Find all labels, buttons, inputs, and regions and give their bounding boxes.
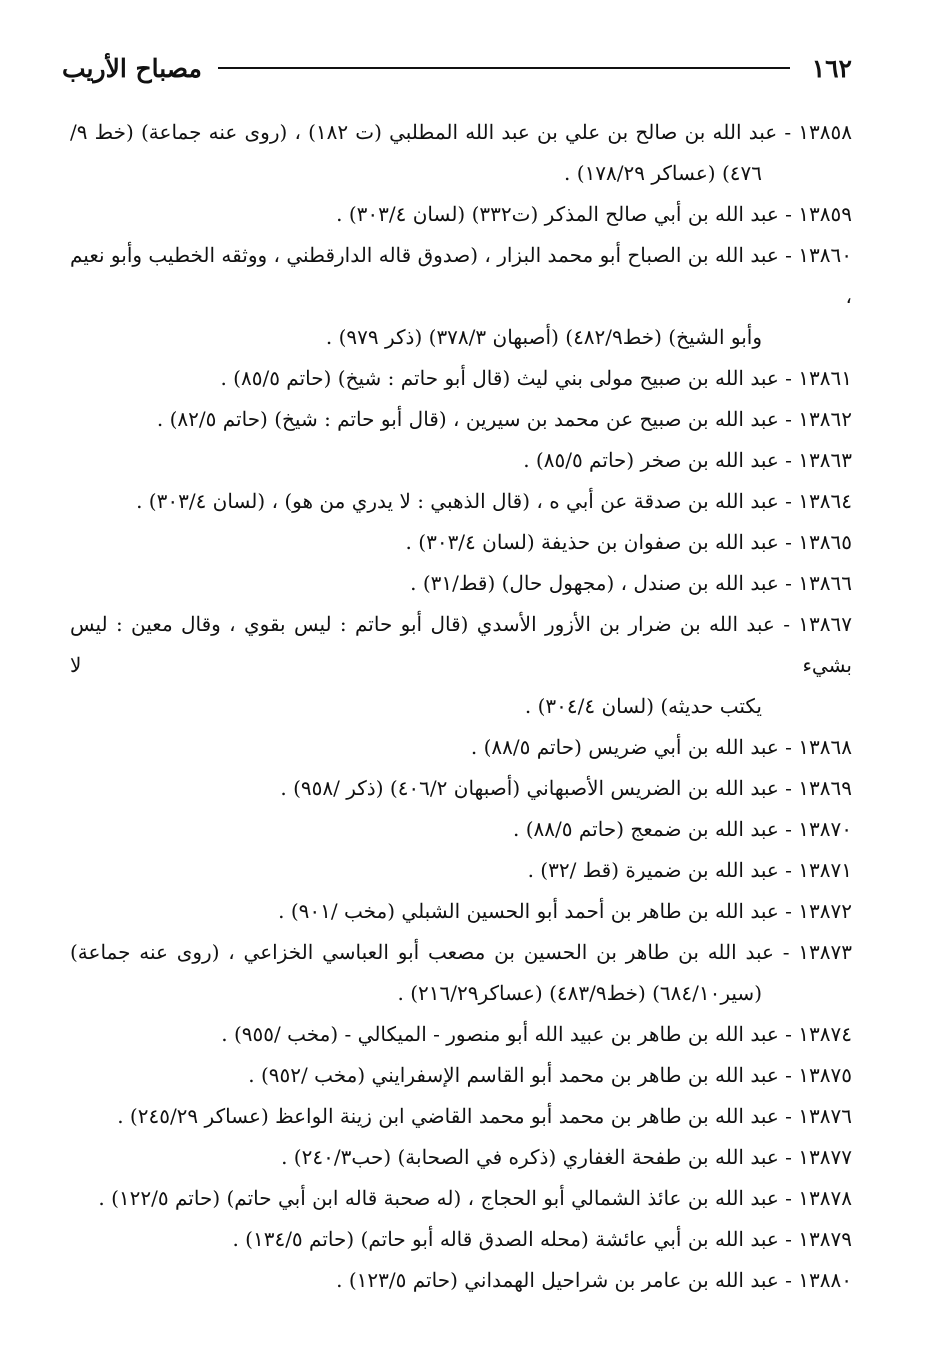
entry-line: ١٣٨٧٩ - عبد الله بن أبي عائشة (محله الصدق قاله أبو حاتم) (حاتم ١٣٤/٥) . <box>232 1227 852 1251</box>
entry-13878 <box>70 1178 852 1219</box>
entry-line: ١٣٨٧٣ - عبد الله بن طاهر بن الحسين بن مصعب أبو العباسي الخزاعي ، (روى عنه جماعة) <box>70 940 852 964</box>
entry-13866 <box>70 563 852 604</box>
entry-line: ١٣٨٧٠ - عبد الله بن ضمعج (حاتم ٨٨/٥) . <box>513 817 852 841</box>
entry-line: ١٣٨٦٥ - عبد الله بن صفوان بن حذيفة (لسان ٣٠٣/٤) . <box>405 530 852 554</box>
entry-13876 <box>70 1096 852 1137</box>
entry-13877 <box>70 1137 852 1178</box>
entry-line: ٤٧٦) (عساكر ١٧٨/٢٩) . <box>564 161 762 185</box>
entry-13868 <box>70 727 852 768</box>
entry-line: ١٣٨٦٨ - عبد الله بن أبي ضريس (حاتم ٨٨/٥) . <box>470 735 852 759</box>
entry-line: ١٣٨٦٦ - عبد الله بن صندل ، (مجهول حال) (قط/٣١) . <box>410 571 852 595</box>
entry-line: ١٣٨٨٠ - عبد الله بن عامر بن شراحيل الهمداني (حاتم ١٢٣/٥) . <box>336 1268 852 1292</box>
entry-line: يكتب حديثه) (لسان ٣٠٤/٤) . <box>524 694 762 718</box>
entry-13864 <box>70 481 852 522</box>
entry-line: ١٣٨٦٧ - عبد الله بن ضرار بن الأزور الأسدي (قال أبو حاتم : ليس بقوي ، وقال معين : ليس بشيء لا <box>70 612 852 677</box>
entry-13863 <box>70 440 852 481</box>
entry-line: ١٣٨٥٩ - عبد الله بن أبي صالح المذكر (ت٣٣٢) (لسان ٣٠٣/٤) . <box>336 202 852 226</box>
entry-line: ١٣٨٦١ - عبد الله بن صبيح مولى بني ليث (قال أبو حاتم : شيخ) (حاتم ٨٥/٥) . <box>220 366 852 390</box>
entry-13879 <box>70 1219 852 1260</box>
entry-13869 <box>70 768 852 809</box>
entry-13859 <box>70 194 852 235</box>
entry-line: ١٣٨٦٠ - عبد الله بن الصباح أبو محمد البزار ، (صدوق قاله الدارقطني ، ووثقه الخطيب وأبو نعيم ، <box>70 243 852 308</box>
entry-line: ١٣٨٥٨ - عبد الله بن صالح بن علي بن عبد الله المطلبي (ت ١٨٢) ، (روى عنه جماعة) (خط ٩/ <box>70 120 852 144</box>
entry-13872 <box>70 891 852 932</box>
entry-line: ١٣٨٧١ - عبد الله بن ضميرة (قط /٣٢) . <box>527 858 852 882</box>
entry-13875 <box>70 1055 852 1096</box>
page-header <box>62 50 852 86</box>
book-title: مصباح الأريب <box>62 53 202 83</box>
entries-list <box>70 112 852 1301</box>
entry-line: ١٣٨٧٨ - عبد الله بن عائذ الشمالي أبو الحجاج ، (له صحبة قاله ابن أبي حاتم) (حاتم ١٢٢/٥) . <box>98 1186 852 1210</box>
entry-line: ١٣٨٧٧ - عبد الله بن طفحة الغفاري (ذكره في الصحابة) (حب٢٤٠/٣) . <box>281 1145 852 1169</box>
entry-line: ١٣٨٦٤ - عبد الله بن صدقة عن أبي ه ، (قال الذهبي : لا يدري من هو) ، (لسان ٣٠٣/٤) . <box>136 489 852 513</box>
entry-13871 <box>70 850 852 891</box>
entry-13880 <box>70 1260 852 1301</box>
entry-line: ١٣٨٦٩ - عبد الله بن الضريس الأصبهاني (أصبهان ٤٠٦/٢) (ذكر /٩٥٨) . <box>280 776 852 800</box>
entry-line: ١٣٨٧٢ - عبد الله بن طاهر بن أحمد أبو الحسين الشبلي (مخب /٩٠١) . <box>278 899 852 923</box>
entry-13862 <box>70 399 852 440</box>
entry-13873 <box>70 932 852 1014</box>
entry-line: ١٣٨٦٣ - عبد الله بن صخر (حاتم ٨٥/٥) . <box>523 448 852 472</box>
entry-13867 <box>70 604 852 727</box>
entry-line: ١٣٨٦٢ - عبد الله بن صبيح عن محمد بن سيرين ، (قال أبو حاتم : شيخ) (حاتم ٨٢/٥) . <box>156 407 852 431</box>
page-number: ١٦٢ <box>811 53 852 83</box>
entry-13874 <box>70 1014 852 1055</box>
entry-line: وأبو الشيخ) (خط٤٨٢/٩) (أصبهان ٣٧٨/٣) (ذكر ٩٧٩) . <box>325 325 762 349</box>
entry-line: ١٣٨٧٥ - عبد الله بن طاهر بن محمد أبو القاسم الإسفرايني (مخب /٩٥٢) . <box>248 1063 852 1087</box>
entry-13858 <box>70 112 852 194</box>
entry-line: (سير٦٨٤/١٠) (خط٤٨٣/٩) (عساكر٢١٦/٢٩) . <box>397 981 762 1005</box>
entry-line: ١٣٨٧٦ - عبد الله بن طاهر بن محمد أبو محمد القاضي ابن زينة الواعظ (عساكر ٢٤٥/٢٩) . <box>117 1104 852 1128</box>
entry-13870 <box>70 809 852 850</box>
header-rule <box>218 67 790 69</box>
entry-13861 <box>70 358 852 399</box>
entry-line: ١٣٨٧٤ - عبد الله بن طاهر بن عبيد الله أبو منصور - الميكالي - (مخب /٩٥٥) . <box>221 1022 852 1046</box>
entry-13865 <box>70 522 852 563</box>
entry-13860 <box>70 235 852 358</box>
